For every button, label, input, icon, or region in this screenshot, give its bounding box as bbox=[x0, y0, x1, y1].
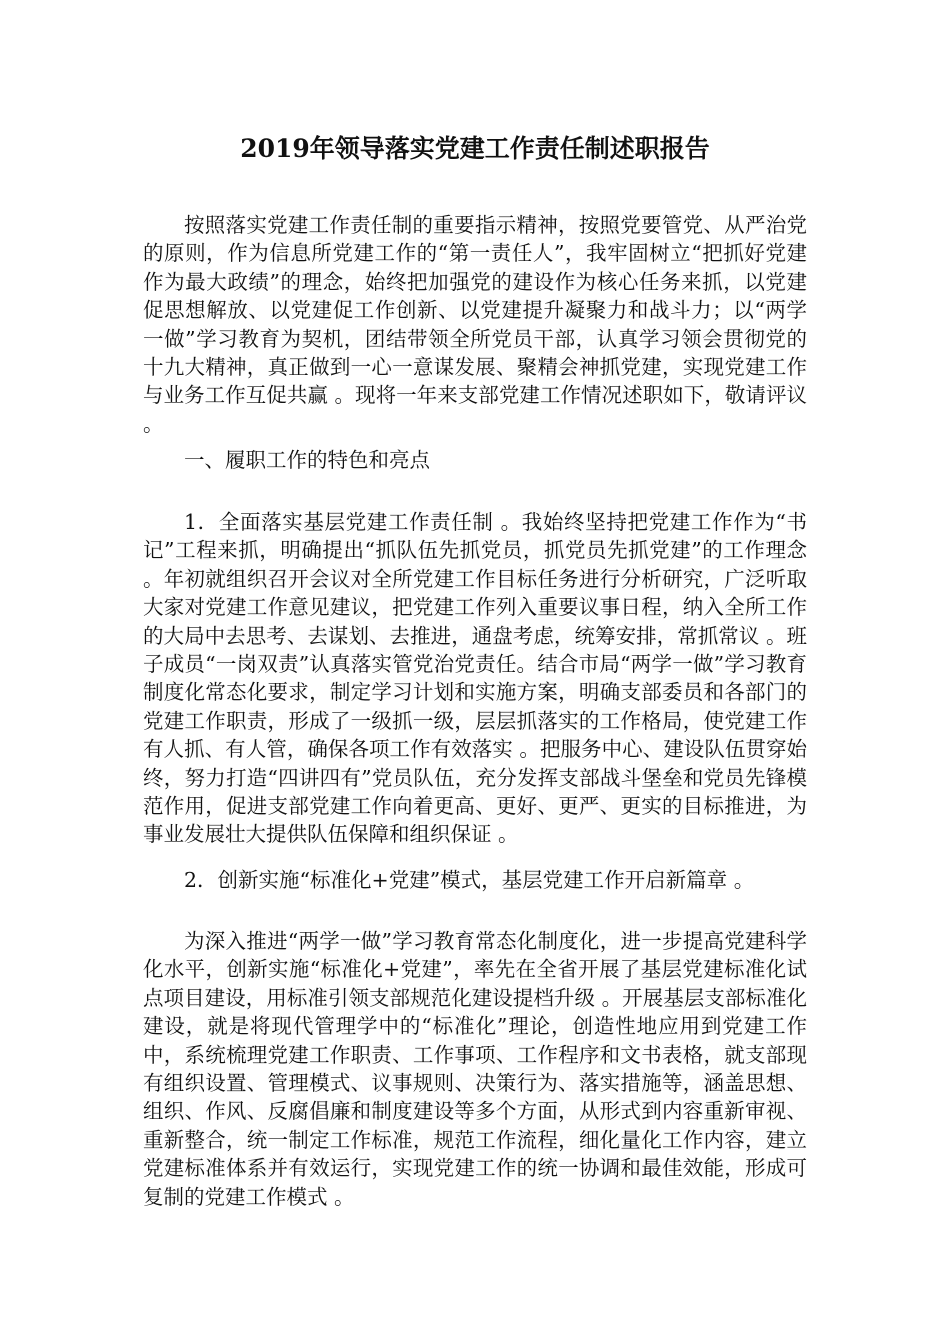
point-2-paragraph: 为深入推进“两学一做”学习教育常态化制度化，进一步提高党建科学化水平，创新实施“标准化+党建”，率先在全省开展了基层党建标准化试点项目建设，用标准引领支部规范化建设提档升级 。开展基层支部标准化建设，就是将现代管理学中的“标准化”理论，创造性地应用到党建工作中，系统梳理党建工作职责、工作事项、工作程序和文书表格，就支部现有组织设置、管理模式、议事规则、决策行为、落实措施等，涵盖思想、组织、作风、反腐倡廉和制度建设等多个方面，从形式到内容重新审视、重新整合，统一制定工作标准，规范工作流程，细化量化工作内容，建立党建标准体系并有效运行，实现党建工作的统一协调和最佳效能，形成可复制的党建工作模式 。 bbox=[143, 929, 807, 1209]
point-2-heading: 2．创新实施“标准化+党建”模式，基层党建工作开启新篇章 。 bbox=[184, 868, 755, 892]
section-heading-1: 一、履职工作的特色和亮点 bbox=[184, 448, 430, 472]
point-1-paragraph: 1．全面落实基层党建工作责任制 。我始终坚持把党建工作作为“书记”工程来抓，明确提出“抓队伍先抓党员，抓党员先抓党建”的工作理念 。年初就组织召开会议对全所党建工作目标任务进行分析研究，广泛听取大家对党建工作意见建议，把党建工作列入重要议事日程，纳入全所工作的大局中去思考、去谋划、去推进，通盘考虑，统筹安排，常抓常议 。班子成员“一岗双责”认真落实管党治党责任。结合市局“两学一做”学习教育制度化常态化要求，制定学习计划和实施方案，明确支部委员和各部门的党建工作职责，形成了一级抓一级，层层抓落实的工作格局，使党建工作有人抓、有人管，确保各项工作有效落实 。把服务中心、建设队伍贯穿始终，努力打造“四讲四有”党员队伍，充分发挥支部战斗堡垒和党员先锋模范作用，促进支部党建工作向着更高、更好、更严、更实的目标推进，为事业发展壮大提供队伍保障和组织保证 。 bbox=[143, 510, 807, 847]
document-title: 2019年领导落实党建工作责任制述职报告 bbox=[240, 134, 710, 163]
intro-paragraph: 按照落实党建工作责任制的重要指示精神，按照党要管党、从严治党的原则，作为信息所党建工作的“第一责任人”，我牢固树立“把抓好党建作为最大政绩”的理念，始终把加强党的建设作为核心任务来抓，以党建促思想解放、以党建促工作创新、以党建提升凝聚力和战斗力；以“两学一做”学习教育为契机，团结带领全所党员干部，认真学习领会贯彻党的十九大精神，真正做到一心一意谋发展、聚精会神抓党建，实现党建工作与业务工作互促共赢 。现将一年来支部党建工作情况述职如下，敬请评议 。 bbox=[143, 213, 807, 436]
